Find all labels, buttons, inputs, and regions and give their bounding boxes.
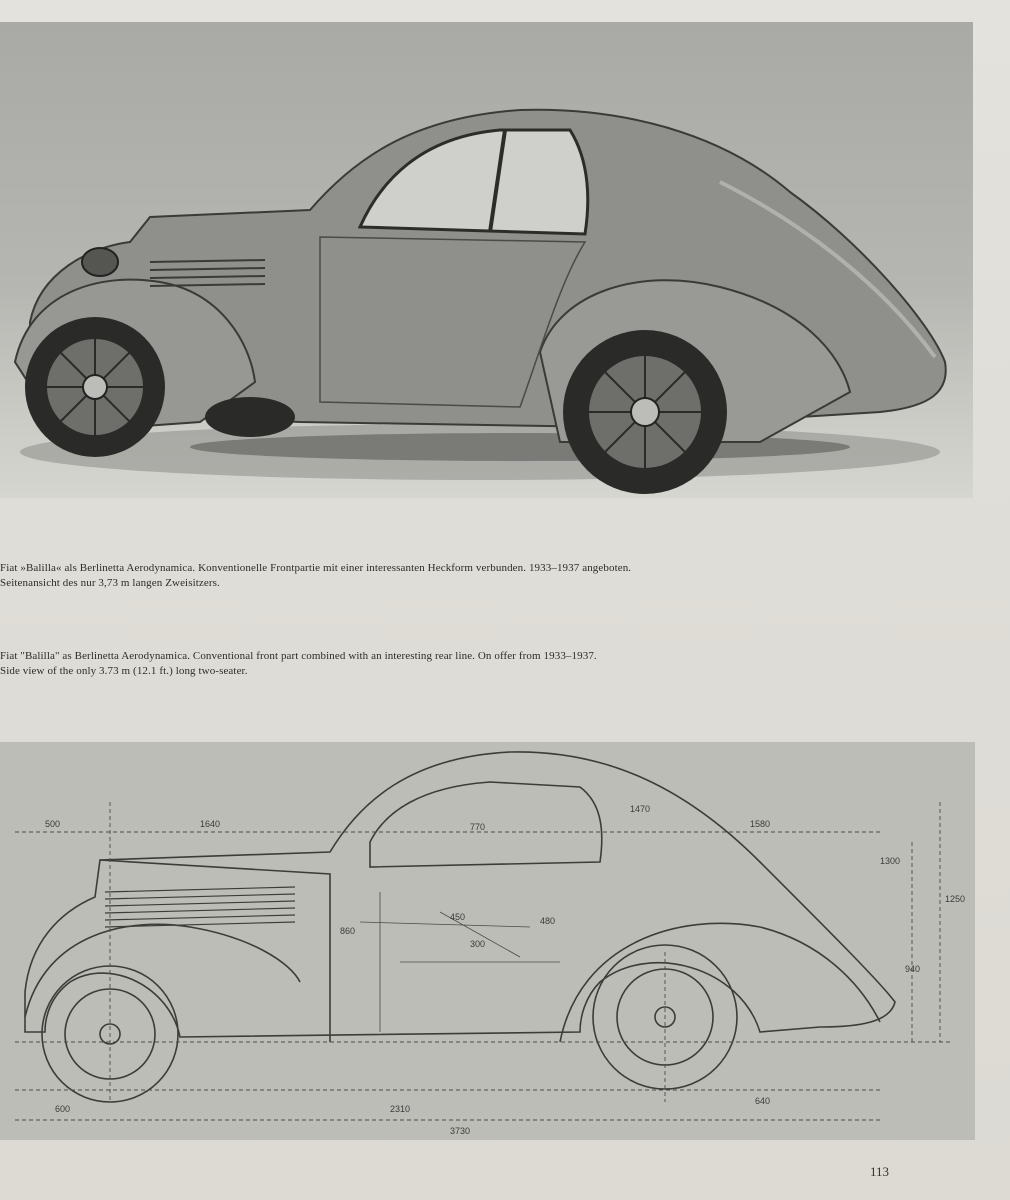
car-photograph [0,22,973,498]
dim-label-6: 1250 [945,894,966,904]
dim-label-13: 480 [540,916,556,926]
dim-label-4: 1470 [630,804,651,814]
dim-label-14: 450 [450,912,466,922]
dim-label-11: 860 [340,926,356,936]
caption-german-line-2: Seitenansicht des nur 3,73 m langen Zweisitzers. [0,577,220,589]
technical-drawing [0,742,975,1140]
dim-label-2: 1640 [200,819,221,829]
dim-label-1: 500 [45,819,61,829]
caption-english-line-2: Side view of the only 3.73 m (12.1 ft.) long two-seater. [0,665,248,677]
dim-label-8: 2310 [390,1104,411,1114]
caption-german-line-1: Fiat »Balilla« als Berlinetta Aerodynamica. Konventionelle Frontpartie mit einer interessanten Heckform verbunden. 1933–1937 angeboten. [0,562,632,574]
dim-label-10: 640 [755,1096,771,1106]
dim-label-3: 770 [470,822,486,832]
car-blueprint-illustration [0,742,975,1140]
dim-label-9: 600 [55,1104,71,1114]
dim-label-15: 940 [905,964,921,974]
caption-english [0,649,880,679]
page-number: 113 [870,1164,890,1179]
car-photo-illustration [0,22,973,498]
caption-english-line-1: Fiat "Balilla" as Berlinetta Aerodynamica. Conventional front part combined with an interesting rear line. On offer from 1933–1937. [0,650,597,662]
dim-label-16: 1300 [880,856,901,866]
dim-label-5: 1580 [750,819,771,829]
dim-label-7: 3730 [450,1126,471,1136]
dim-label-12: 300 [470,939,486,949]
caption-german [0,561,880,591]
